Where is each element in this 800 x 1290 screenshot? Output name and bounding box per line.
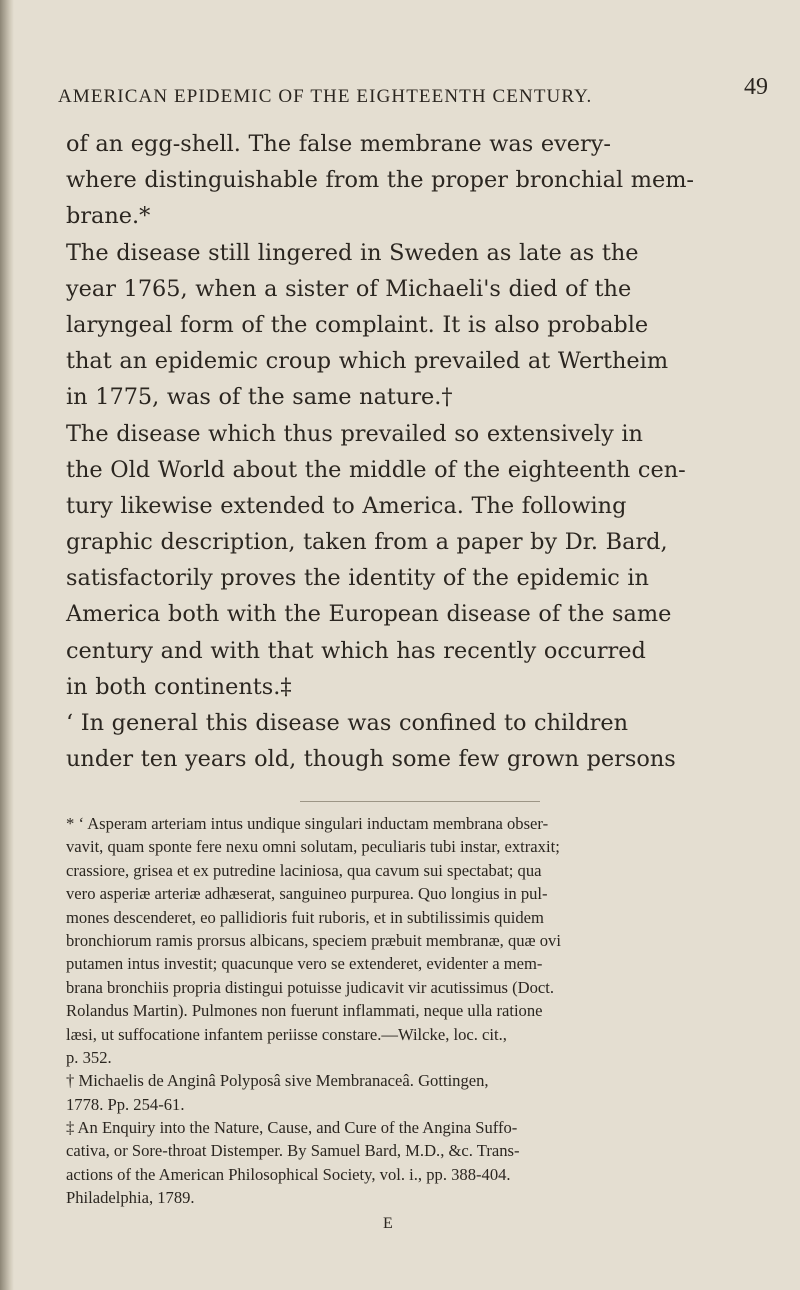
body-line: The disease which thus prevailed so extensively in	[66, 420, 643, 447]
body-line: America both with the European disease of the same	[66, 601, 672, 628]
body-line: ‘ In general this disease was confined to children	[66, 710, 629, 736]
body-line: satisfactorily proves the identity of the epidemic in	[66, 565, 649, 592]
footnote-line: vero asperiæ arteriæ adhæserat, sanguineo purpurea. Quo longius in pul-	[66, 884, 548, 904]
body-line: graphic description, taken from a paper by Dr. Bard,	[66, 529, 668, 556]
footnote-line: ‡ An Enquiry into the Nature, Cause, and Cure of the Angina Suffo-	[66, 1118, 518, 1138]
body-line: tury likewise extended to America. The following	[66, 492, 627, 519]
running-title: AMERICAN EPIDEMIC OF THE EIGHTEENTH CENTURY.	[58, 86, 593, 107]
footnote-line: brana bronchiis propria distingui potuisse judicavit vir acutissimus (Doct.	[66, 977, 555, 997]
footnote-line: mones descenderet, eo pallidioris fuit ruboris, et in subtilissimis quidem	[66, 907, 544, 927]
footnote-line: putamen intus investit; quacunque vero se extenderet, evidenter a mem-	[66, 954, 543, 974]
page-number: 49	[744, 74, 768, 100]
body-line: where distinguishable from the proper bronchial mem-	[66, 167, 695, 194]
footnote-line: Philadelphia, 1789.	[66, 1188, 195, 1208]
body-line: in both continents.‡	[66, 673, 292, 700]
footnote-line: bronchiorum ramis prorsus albicans, speciem præbuit membranæ, quæ ovi	[66, 930, 561, 950]
footnote-line: crassiore, grisea et ex putredine laciniosa, qua cavum sui spectabat; qua	[66, 860, 542, 880]
running-head	[58, 74, 780, 110]
body-line: laryngeal form of the complaint. It is also probable	[66, 311, 649, 338]
body-line: in 1775, was of the same nature.†	[66, 384, 453, 411]
signature-mark: E	[383, 1215, 393, 1232]
footnote-line: læsi, ut suffocatione infantem periisse constare.—Wilcke, loc. cit.,	[66, 1024, 507, 1044]
body-text	[66, 126, 766, 777]
body-line: brane.*	[66, 203, 151, 230]
footnote-line: cativa, or Sore-throat Distemper. By Samuel Bard, M.D., &c. Trans-	[66, 1141, 520, 1161]
footnote-line: p. 352.	[66, 1047, 112, 1067]
body-line: The disease still lingered in Sweden as late as the	[66, 239, 639, 266]
body-line: under ten years old, though some few grown persons	[66, 746, 676, 773]
footnote-line: Rolandus Martin). Pulmones non fuerunt inflammati, neque ulla ratione	[66, 1001, 543, 1021]
footnote-line: actions of the American Philosophical Society, vol. i., pp. 388-404.	[66, 1164, 511, 1184]
body-line: century and with that which has recently occurred	[66, 637, 646, 664]
page-edge-shadow	[0, 0, 14, 1290]
body-line: the Old World about the middle of the eighteenth cen-	[66, 456, 686, 483]
footnote-line: * ‘ Asperam arteriam intus undique singulari inductam membrana obser-	[66, 814, 549, 833]
footnote-line: vavit, quam sponte fere nexu omni solutam, peculiaris tubi instar, extraxit;	[66, 837, 560, 857]
body-line: that an epidemic croup which prevailed at Wertheim	[66, 348, 669, 375]
body-line: year 1765, when a sister of Michaeli's died of the	[66, 275, 632, 302]
footnotes	[66, 812, 766, 1210]
footnote-line: 1778. Pp. 254-61.	[66, 1094, 185, 1114]
body-line: of an egg-shell. The false membrane was every-	[66, 131, 611, 157]
footnote-divider	[300, 801, 540, 802]
footnote-line: † Michaelis de Anginâ Polyposâ sive Membranaceâ. Gottingen,	[66, 1071, 489, 1091]
